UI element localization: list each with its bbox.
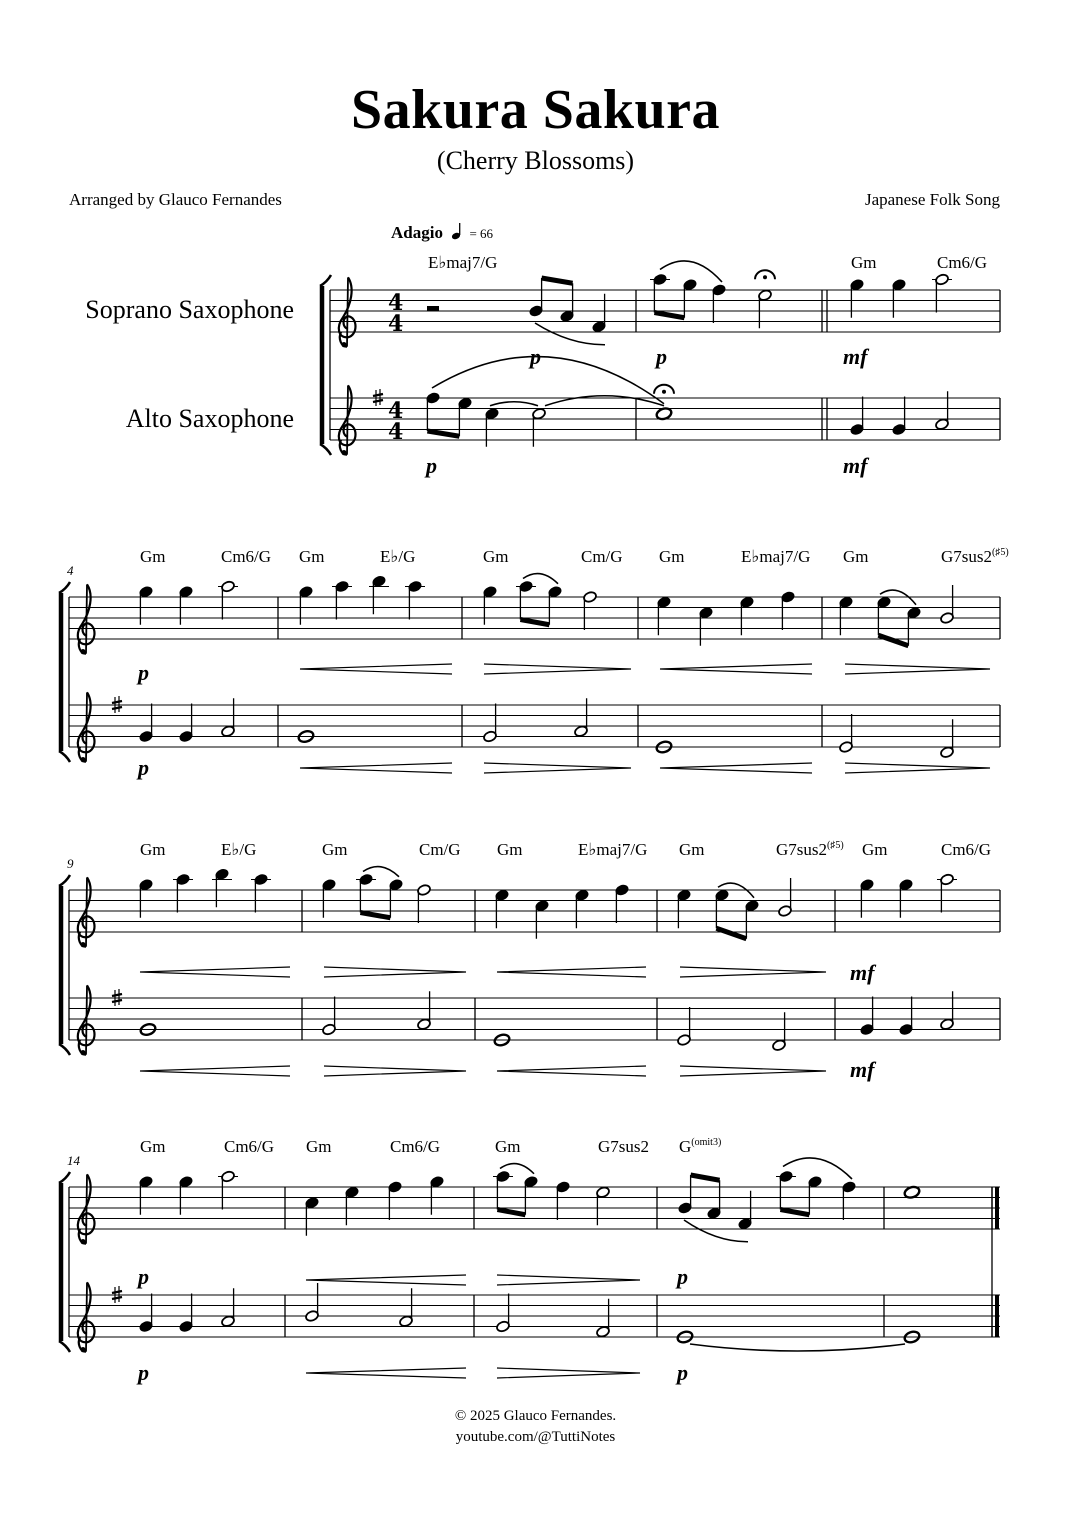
measure-number: 4 bbox=[67, 563, 74, 578]
treble-clef-icon bbox=[78, 584, 95, 654]
decrescendo-hairpin bbox=[680, 1066, 826, 1076]
chord-symbol: Cm6/G bbox=[221, 547, 272, 566]
fermata-dot bbox=[662, 390, 666, 394]
crescendo-hairpin bbox=[497, 967, 646, 977]
measure-number: 14 bbox=[67, 1153, 80, 1168]
dynamic-mark: p bbox=[677, 1360, 688, 1385]
decrescendo-hairpin bbox=[324, 1066, 466, 1076]
dynamic-mark: p bbox=[656, 344, 667, 369]
crescendo-hairpin bbox=[140, 967, 290, 977]
crescendo-hairpin bbox=[306, 1275, 466, 1285]
decrescendo-hairpin bbox=[484, 664, 631, 674]
slur bbox=[690, 1344, 905, 1351]
beam bbox=[497, 1210, 525, 1215]
beam bbox=[780, 1210, 809, 1215]
dynamic-mark: p bbox=[677, 1264, 688, 1289]
beam bbox=[360, 913, 390, 918]
chord-symbol: E♭/G bbox=[380, 547, 416, 566]
instrument-label-soprano: Soprano Saxophone bbox=[85, 295, 294, 324]
chord-symbol: Gm bbox=[306, 1137, 332, 1156]
copyright-text: © 2025 Glauco Fernandes. bbox=[454, 1408, 617, 1424]
time-signature-denominator: 4 bbox=[388, 419, 404, 445]
decrescendo-hairpin bbox=[484, 763, 631, 773]
chord-symbol: Gm bbox=[659, 547, 685, 566]
chord-symbol: Gm bbox=[322, 840, 348, 859]
crescendo-hairpin bbox=[140, 1066, 290, 1076]
decrescendo-hairpin bbox=[497, 1368, 640, 1378]
chord-symbol: Cm6/G bbox=[224, 1137, 275, 1156]
treble-clef-icon bbox=[339, 277, 356, 347]
dynamic-mark: mf bbox=[843, 453, 868, 478]
slur bbox=[545, 396, 664, 406]
fermata-dot bbox=[763, 275, 767, 279]
time-signature-denominator: 4 bbox=[388, 311, 404, 337]
chord-symbol: Gm bbox=[495, 1137, 521, 1156]
chord-symbol: Gm bbox=[862, 840, 888, 859]
bracket-hook bbox=[320, 275, 331, 286]
decrescendo-hairpin bbox=[845, 664, 990, 674]
chord-symbol: Cm6/G bbox=[390, 1137, 441, 1156]
chord-symbol: $G^{(omit3)}$ bbox=[679, 1137, 722, 1156]
slur bbox=[490, 402, 538, 406]
decrescendo-hairpin bbox=[680, 967, 826, 977]
crescendo-hairpin bbox=[660, 763, 812, 773]
chord-symbol: Gm bbox=[851, 253, 877, 272]
bracket-hook bbox=[320, 444, 331, 455]
treble-clef-icon bbox=[78, 985, 95, 1055]
decrescendo-hairpin bbox=[845, 763, 990, 773]
bracket-hook bbox=[59, 1341, 70, 1352]
arranger-credit: Arranged by Glauco Fernandes bbox=[69, 190, 282, 209]
bracket-hook bbox=[59, 751, 70, 762]
chord-symbol: E♭maj7/G bbox=[578, 840, 648, 859]
chord-symbol: Gm bbox=[299, 547, 325, 566]
time-signature-numerator: 4 bbox=[388, 290, 404, 316]
chord-symbol: E♭maj7/G bbox=[428, 253, 498, 272]
chord-symbol: Gm bbox=[140, 840, 166, 859]
treble-clef-icon bbox=[78, 1174, 95, 1244]
footer-url: youtube.com/@TuttiNotes bbox=[455, 1429, 616, 1445]
chord-symbol: G7sus2 bbox=[598, 1137, 650, 1156]
treble-clef-icon bbox=[78, 1282, 95, 1352]
footer bbox=[0, 1406, 1071, 1448]
composer-credit: Japanese Folk Song bbox=[864, 190, 1000, 209]
chord-symbol: Gm bbox=[497, 840, 523, 859]
half-rest bbox=[427, 306, 439, 311]
chord-symbol: $G7sus2^{(♯5)}$ bbox=[776, 840, 844, 859]
chord-symbol: Gm bbox=[483, 547, 509, 566]
beam bbox=[691, 1175, 720, 1180]
chord-symbol: Gm bbox=[679, 840, 705, 859]
dynamic-mark: mf bbox=[850, 960, 875, 985]
dynamic-mark: p bbox=[138, 1360, 149, 1385]
chord-symbol: Cm/G bbox=[419, 840, 461, 859]
dynamic-mark: mf bbox=[843, 344, 868, 369]
dynamic-mark: p bbox=[426, 453, 437, 478]
treble-clef-icon bbox=[339, 385, 356, 455]
chord-symbol: Gm bbox=[140, 1137, 166, 1156]
treble-clef-icon bbox=[78, 877, 95, 947]
crescendo-hairpin bbox=[497, 1066, 646, 1076]
crescendo-hairpin bbox=[300, 664, 452, 674]
bracket-hook bbox=[59, 1172, 70, 1183]
score-subtitle: (Cherry Blossoms) bbox=[436, 146, 635, 175]
slur bbox=[783, 1158, 852, 1179]
bracket-hook bbox=[59, 582, 70, 593]
treble-clef-icon bbox=[78, 692, 95, 762]
beam bbox=[542, 278, 573, 283]
decrescendo-hairpin bbox=[497, 1275, 640, 1285]
tempo-value: = 66 bbox=[469, 226, 494, 241]
chord-symbol: Gm bbox=[140, 547, 166, 566]
beam bbox=[427, 431, 459, 436]
chord-symbol: Cm6/G bbox=[941, 840, 992, 859]
beam bbox=[654, 313, 684, 318]
bracket-hook bbox=[59, 875, 70, 886]
chord-symbol: Gm bbox=[843, 547, 869, 566]
chord-symbol: E♭/G bbox=[221, 840, 257, 859]
beam bbox=[878, 635, 908, 646]
beam bbox=[520, 620, 549, 625]
dynamic-mark: p bbox=[138, 755, 149, 780]
instrument-label-alto: Alto Saxophone bbox=[125, 404, 294, 433]
dynamic-mark: p bbox=[138, 1264, 149, 1289]
tempo-text: Adagio bbox=[391, 223, 443, 242]
chord-symbol: Cm6/G bbox=[937, 253, 988, 272]
crescendo-hairpin bbox=[306, 1368, 466, 1378]
decrescendo-hairpin bbox=[324, 967, 466, 977]
crescendo-hairpin bbox=[300, 763, 452, 773]
chord-symbol: $G7sus2^{(♯5)}$ bbox=[941, 547, 1009, 566]
time-signature-numerator: 4 bbox=[388, 398, 404, 424]
score-title: Sakura Sakura bbox=[350, 79, 721, 141]
measure-number: 9 bbox=[67, 856, 74, 871]
bracket-hook bbox=[59, 1044, 70, 1055]
beam bbox=[716, 928, 746, 939]
crescendo-hairpin bbox=[660, 664, 812, 674]
slur bbox=[684, 1220, 748, 1242]
chord-symbol: E♭maj7/G bbox=[741, 547, 811, 566]
dynamic-mark: p bbox=[138, 660, 149, 685]
dynamic-mark: mf bbox=[850, 1057, 875, 1082]
chord-symbol: Cm/G bbox=[581, 547, 623, 566]
slur bbox=[660, 261, 722, 282]
dynamic-mark: p bbox=[530, 344, 541, 369]
